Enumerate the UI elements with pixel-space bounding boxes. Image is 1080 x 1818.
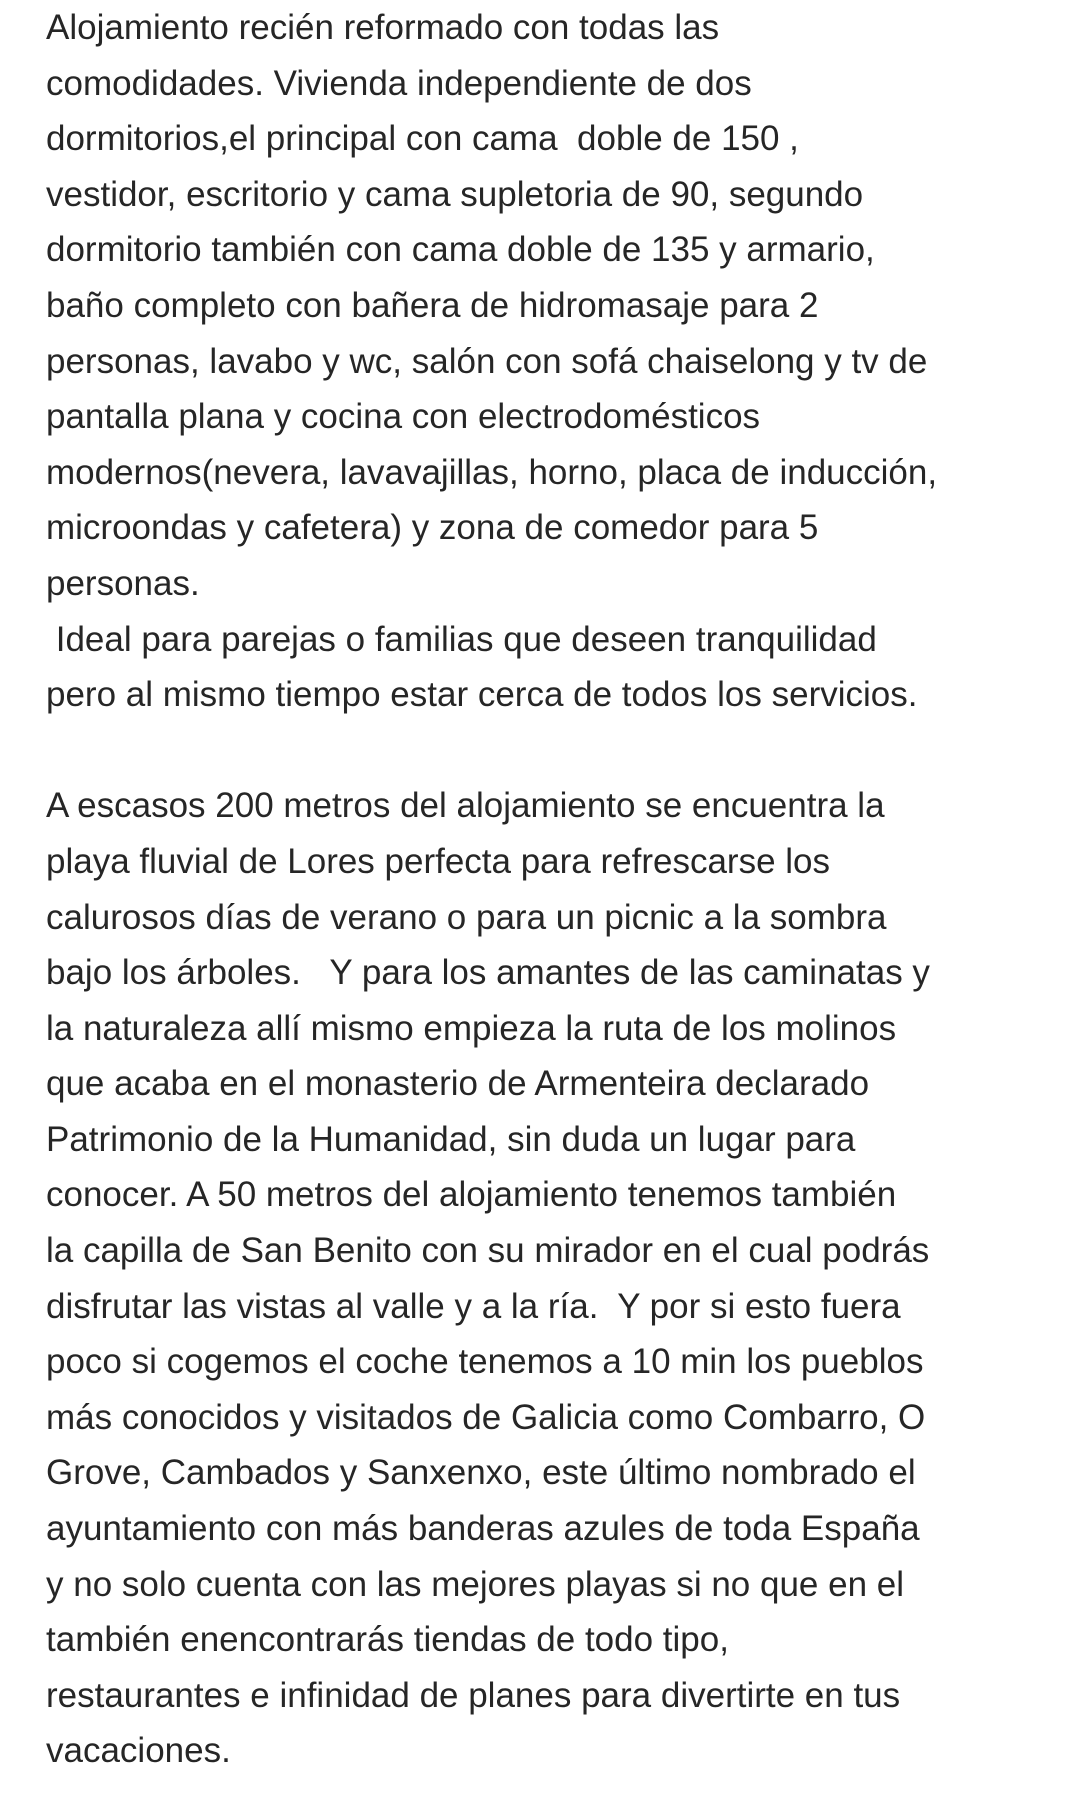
text-line: baño completo con bañera de hidromasaje para 2 (46, 285, 819, 325)
text-line: calurosos días de verano o para un picnic a la sombra (46, 897, 887, 937)
text-line: que acaba en el monasterio de Armenteira declarado (46, 1064, 870, 1104)
paragraph-surroundings (46, 778, 1056, 1779)
text-line: la naturaleza allí mismo empieza la ruta de los molinos (46, 1008, 897, 1048)
text-line: conocer. A 50 metros del alojamiento tenemos también (46, 1175, 897, 1215)
text-line: Ideal para parejas o familias que deseen tranquilidad (46, 619, 877, 659)
text-line: poco si cogemos el coche tenemos a 10 min los pueblos (46, 1342, 924, 1382)
text-line: Alojamiento recién reformado con todas las (46, 8, 720, 47)
text-line: restaurantes e infinidad de planes para divertirte en tus (46, 1675, 901, 1715)
text-line: también enencontrarás tiendas de todo tipo, (46, 1620, 729, 1660)
text-line: dormitorio también con cama doble de 135 y armario, (46, 230, 875, 270)
text-line: playa fluvial de Lores perfecta para refrescarse los (46, 841, 831, 881)
text-line: vacaciones. (46, 1731, 231, 1771)
text-line: Patrimonio de la Humanidad, sin duda un lugar para (46, 1119, 856, 1159)
text-line: la capilla de San Benito con su mirador en el cual podrás (46, 1231, 930, 1271)
text-line: A escasos 200 metros del alojamiento se encuentra la (46, 786, 885, 826)
text-line: ayuntamiento con más banderas azules de toda España (46, 1509, 920, 1549)
text-line: más conocidos y visitados de Galicia como Combarro, O (46, 1397, 926, 1437)
listing-description (46, 0, 1056, 1779)
text-line: dormitorios,el principal con cama doble de 150 , (46, 119, 799, 159)
text-line: modernos(nevera, lavavajillas, horno, placa de inducción, (46, 452, 938, 492)
text-line: comodidades. Vivienda independiente de dos (46, 63, 752, 103)
text-line: microondas y cafetera) y zona de comedor para 5 (46, 508, 819, 548)
paragraph-spacer (46, 723, 1056, 779)
text-line: pero al mismo tiempo estar cerca de todos los servicios. (46, 675, 918, 715)
paragraph-accommodation (46, 0, 1056, 723)
text-line: Grove, Cambados y Sanxenxo, este último nombrado el (46, 1453, 916, 1493)
text-line: y no solo cuenta con las mejores playas si no que en el (46, 1564, 905, 1604)
text-line: personas. (46, 563, 200, 603)
text-line: disfrutar las vistas al valle y a la ría. Y por si esto fuera (46, 1286, 901, 1326)
text-line: pantalla plana y cocina con electrodomésticos (46, 397, 761, 437)
text-line: vestidor, escritorio y cama supletoria de 90, segundo (46, 174, 864, 214)
text-line: personas, lavabo y wc, salón con sofá chaiselong y tv de (46, 341, 928, 381)
text-line: bajo los árboles. Y para los amantes de las caminatas y (46, 953, 930, 993)
